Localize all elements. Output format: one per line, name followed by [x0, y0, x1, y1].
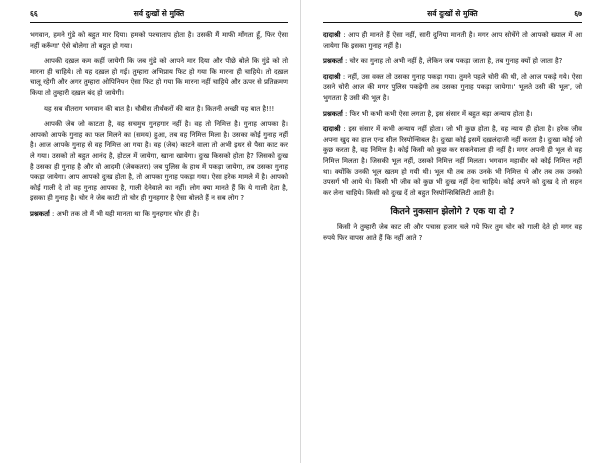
paragraph: दादाश्री : इस संसार में कभी अन्याय नहीं होता। जो भी कुछ होता है, वह न्याय ही होता है। हरेक जीव अपना खुद का हाल एन्ड सील रिस्पोन्सिबल है। दुःखा कोई इसमें दख़लंदाजी नहीं करता है। दुःखा कोई जो कुछ करता है, वह निमित्त है। कोई किसी को कुछ कर सकनेवाला ही नहीं है। मगर अपनी ही भूल से वह निमित्त मिलता है। जिसकी भूल नहीं, उसको निमित्त नहीं मिलता। भगवान महावीर को कोई निमित्त नहीं था। क्योंकि उनकी भूल खतम हो गयी थी। भूल थी तब तक उनके भी निमित्त थे और तब तक उनको उपसर्ग भी आये थे। किसी भी जीव को कुछ भी दुःख नहीं देना चाहिये। कोई अपने को दुःख दे तो सहन कर लेना चाहिये। किसी को दुःख दें तो बहुत रिस्पोन्सिबिलिटी आती है। [323, 125, 582, 197]
paragraph: प्रश्नकर्ता : फिर भी कभी कभी ऐसा लगता है, इस संसार में बहुत बड़ा अन्याय होता है। [323, 109, 533, 118]
paragraph: आपकी जेब जो काटता है, वह सचमुच गुनहगार नहीं है। वह तो निमित्त है। गुनाह आपका है। आपको आपके गुनाह का फल मिलने का (समय) हुआ, तब वह निमित्त मिला है। उसका कोई गुनाह नहीं है। आज आपके गुनाह से वह निमित्त आ गया है। वह (जेब) काटने वाला तो अभी इधर से पैसा काट कर ले गया। उसको तो बहुत आनंद है, होटल में जायेगा, खाना खायेगा। दुःख किसको होता है? जिसको दुःख है उसका ही गुनाह है और वो आदमी (जेबकतरा) जब पुलिस के हाथ में पकड़ा जायेगा, तब उसका गुनाह पकड़ा जायेगा। आप आपको दुःख होता है, तो आपका गुनाह पकड़ा गया। ऐसा हरेक मामले में है। आपको कोई गाली दे तो वह गुनाह आपका है, गाली देनेवाले का नहीं। लोग क्या मानते हैं कि ये गाली देता है, इसका ही गुनाह है। चोर ने जेब काटी तो चोर ही गुनहगार है ऐसा बोलते हैं न सब लोग ? [30, 120, 288, 203]
left-page-number: ६६ [30, 9, 38, 18]
paragraph: दादाश्री : आप ही मानते हैं ऐसा नहीं, सारी दुनिया मानती है। मगर आप सोचेंगे तो आपको ख्याल में आ जायेगा कि इसका गुनाह नहीं है। [323, 31, 582, 50]
speaker-label: प्रश्नकर्ता [323, 109, 343, 118]
paragraph: दादाश्री : नहीं, उस वक्त तो उसका गुनाह पकड़ा गया। तुमने पहले चोरी की थी, तो आज पकड़े गये। ऐसा उसने चोरी आज की मगर पुलिस पकड़ेगी तब उसका गुनाह पकड़ा जायेगा।' भूलते उसी की भूल', जो भुगतता है उसी की भूल है। [323, 72, 582, 102]
right-page [300, 0, 600, 463]
paragraph: भगवान, हमने गुंडे को बहुत मार दिया। हमको पश्चाताप होता है। उसकी मैं माफी माँगता हूँ, फिर ऐसा नहीं करूँगा' ऐसे बोलेगा तो बहुत हो गया। [30, 31, 288, 50]
paragraph: प्रश्नकर्ता : चोर का गुनाह तो अभी नहीं है, लेकिन जब पकड़ा जाता है, तब गुनाह क्यों हो जाता है? [323, 57, 563, 66]
left-page-body [30, 30, 288, 220]
paragraph: किसी ने तुम्हारी जेब काट ली और पचास हजार चले गये फिर तुम चोर को गाली देते हो मगर वह रुपये फिर वापस आते हैं कि नहीं आते ? [323, 223, 582, 242]
right-page-header [323, 8, 582, 23]
right-page-body [323, 30, 582, 244]
speaker-label: दादाश्री [323, 31, 341, 39]
speaker-label: प्रश्नकर्ता [323, 57, 343, 66]
section-heading: कितने नुकसान झेलोगे ? एक या दो ? [390, 207, 515, 218]
left-page-header [30, 8, 288, 23]
speaker-label: दादाश्री [323, 125, 341, 134]
paragraph: प्रश्नकर्ता : अभी तक तो मैं भी यही मानता था कि गुनहगार चोर ही है। [30, 209, 200, 218]
right-running-title: सर्व दुःखों से मुक्ति [427, 9, 478, 18]
right-page-number: ६७ [574, 9, 582, 18]
speaker-label: दादाश्री [323, 72, 341, 81]
speaker-label: प्रश्नकर्ता [30, 209, 50, 218]
left-running-title: सर्व दुःखों से मुक्ति [133, 9, 185, 18]
paragraph: आपकी दख़ल कम कहीं जायेगी कि जब गुंडे को आपने मार दिया और पीछे बोले कि गुंडे को तो मारना ही चाहिये। तो यह दख़ल हो गई। तुम्हारा अभिप्राय फिट हो गया कि मारना ही चाहिये। तो दख़ल चालू रहेगी और अगर तुम्हारा ओपिनियन ऐसा फिट हो गया कि मारना नहीं चाहिये और ऊपर से प्रतिक्रमण किया तो तुम्हारी दख़ल बंद हो जायेगी। [30, 57, 288, 97]
paragraph: यह सब वीतराग भगवान की बात है। चौबीस तीर्थंकरों की बात है। कितनी अच्छी यह बात है!!! [44, 104, 275, 113]
